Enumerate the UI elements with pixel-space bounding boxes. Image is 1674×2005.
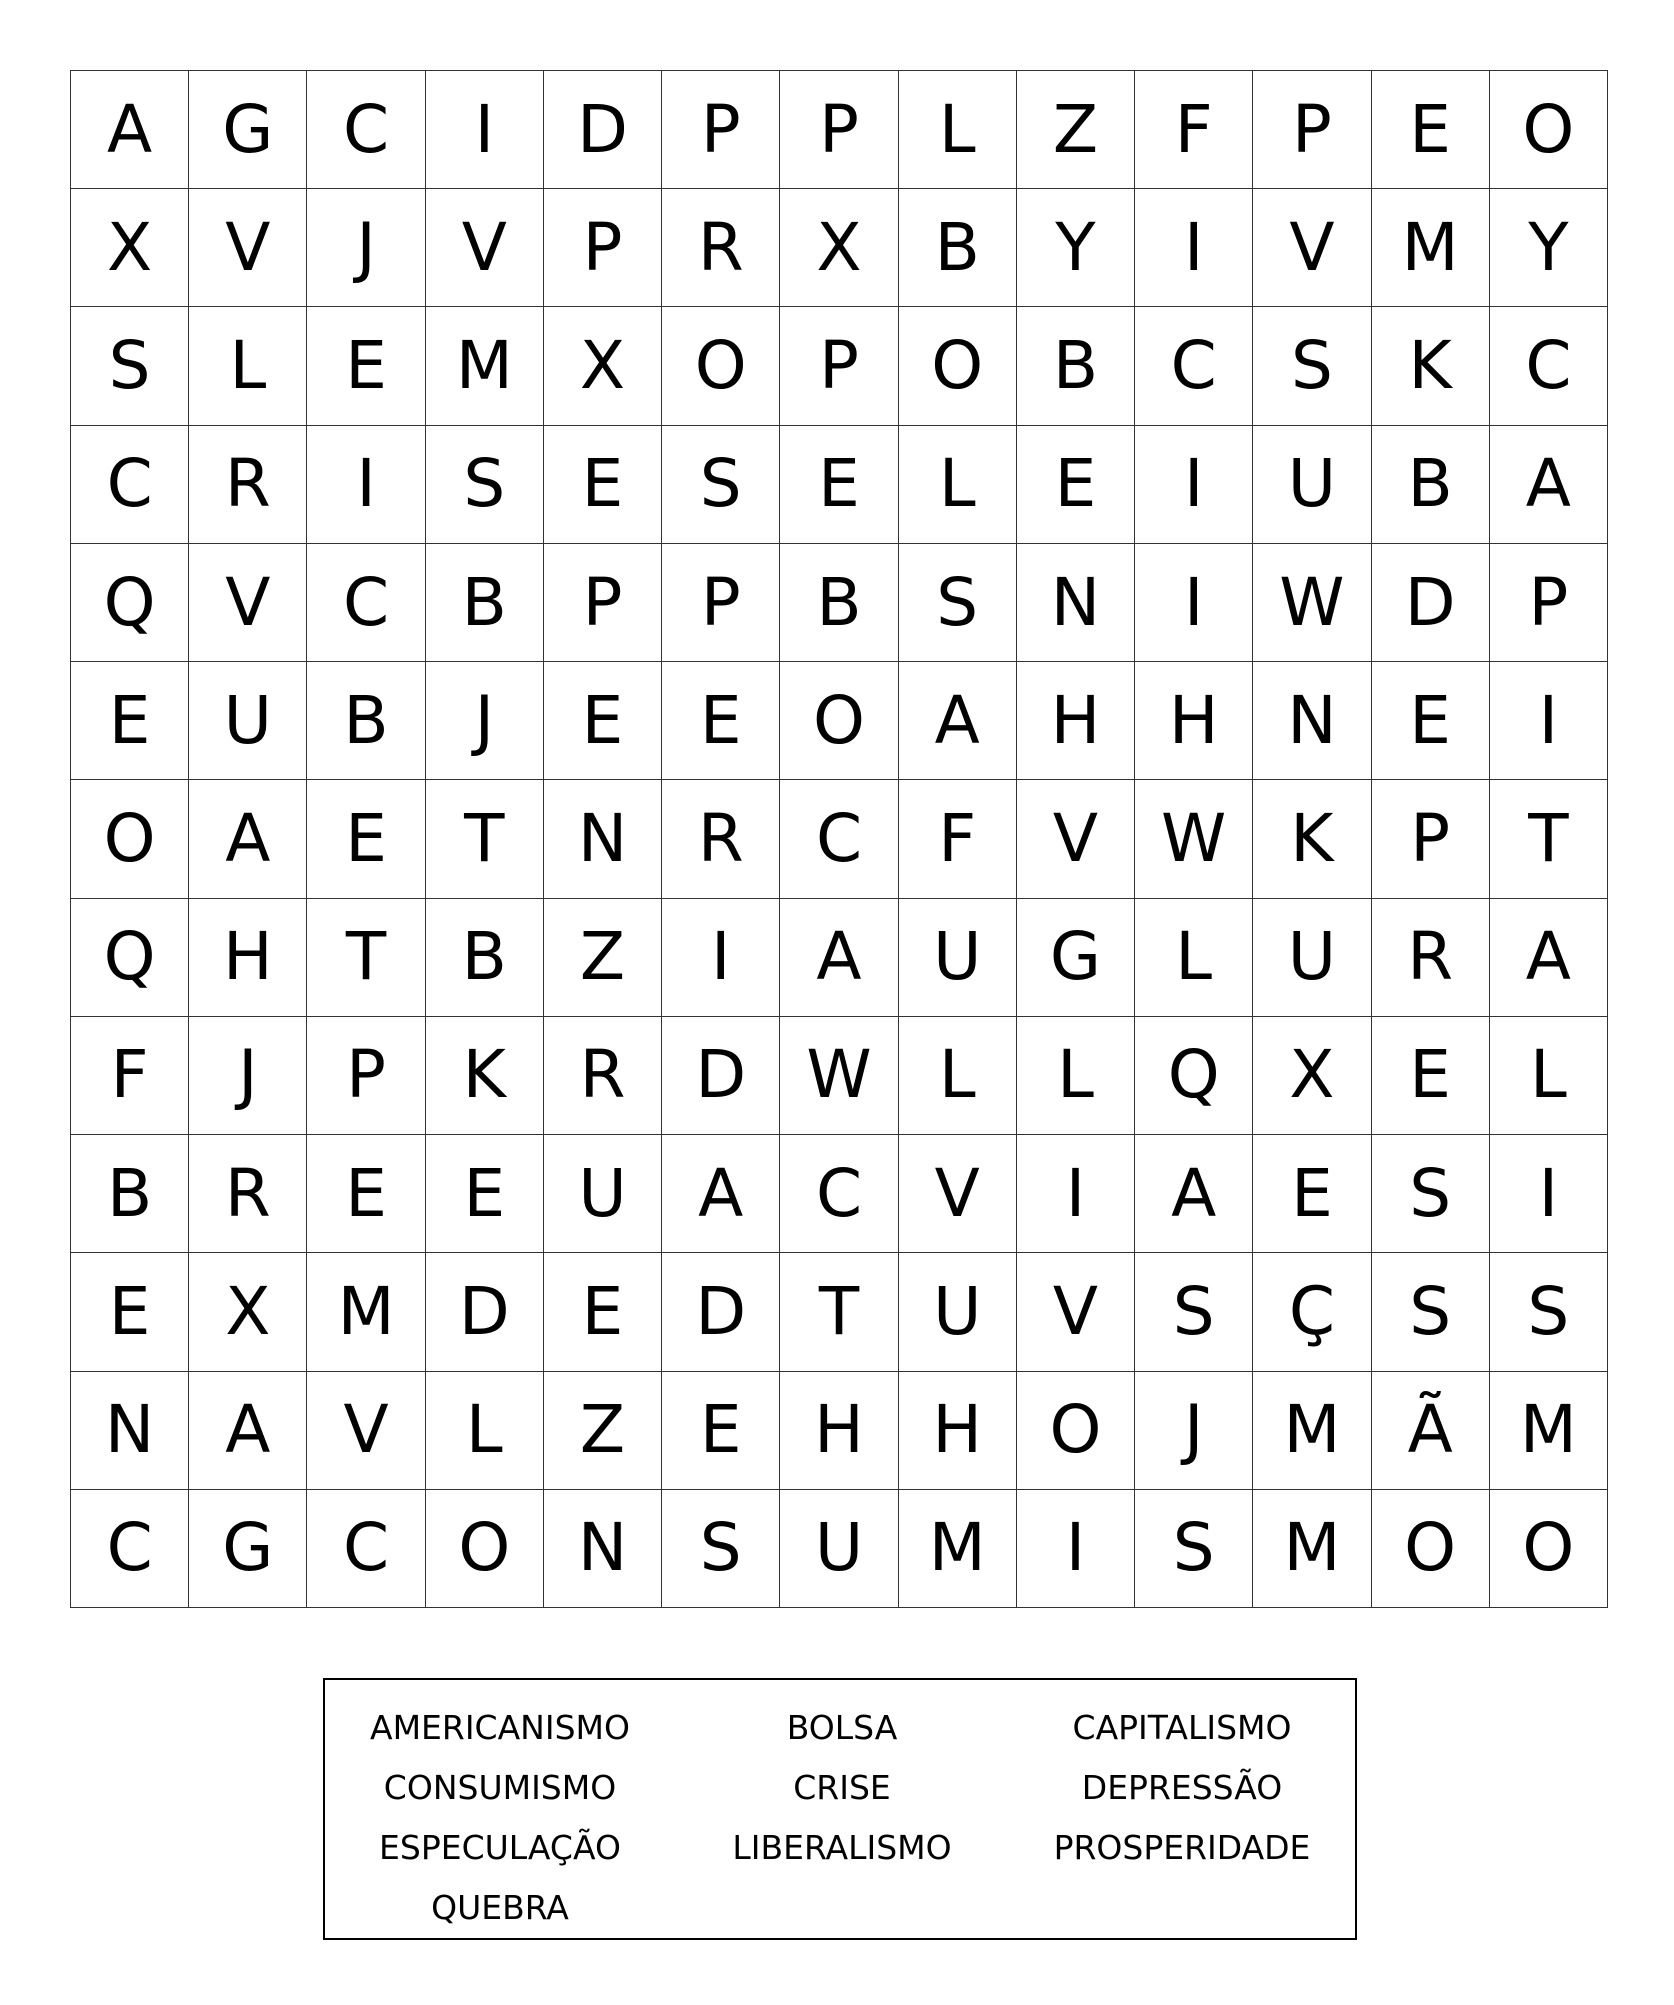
grid-cell[interactable]: I [426, 71, 544, 189]
grid-cell[interactable]: D [1372, 544, 1490, 662]
grid-cell[interactable]: T [307, 899, 425, 1017]
grid-cell[interactable]: Y [1490, 189, 1608, 307]
grid-cell[interactable]: I [307, 426, 425, 544]
grid-cell[interactable]: H [1135, 662, 1253, 780]
grid-cell[interactable]: S [1372, 1135, 1490, 1253]
grid-cell[interactable]: E [544, 1253, 662, 1371]
grid-cell[interactable]: T [426, 780, 544, 898]
grid-cell[interactable]: H [189, 899, 307, 1017]
grid-cell[interactable]: N [1017, 544, 1135, 662]
grid-cell[interactable]: C [1490, 307, 1608, 425]
grid-cell[interactable]: C [71, 426, 189, 544]
grid-cell[interactable]: P [1372, 780, 1490, 898]
grid-cell[interactable]: R [189, 426, 307, 544]
grid-cell[interactable]: O [899, 307, 1017, 425]
grid-cell[interactable]: A [662, 1135, 780, 1253]
grid-cell[interactable]: Z [544, 899, 662, 1017]
grid-cell[interactable]: L [189, 307, 307, 425]
grid-cell[interactable]: G [1017, 899, 1135, 1017]
word-search-grid [70, 70, 1608, 1608]
grid-cell[interactable]: H [1017, 662, 1135, 780]
grid-cell[interactable]: C [1135, 307, 1253, 425]
grid-cell[interactable]: A [1135, 1135, 1253, 1253]
grid-cell[interactable]: E [307, 307, 425, 425]
grid-cell[interactable]: P [307, 1017, 425, 1135]
grid-cell[interactable]: Ç [1253, 1253, 1371, 1371]
grid-cell[interactable]: V [1017, 780, 1135, 898]
grid-cell[interactable]: D [544, 71, 662, 189]
grid-cell[interactable]: B [426, 544, 544, 662]
grid-cell[interactable]: S [1490, 1253, 1608, 1371]
grid-cell[interactable]: U [1253, 426, 1371, 544]
grid-cell[interactable]: A [1490, 426, 1608, 544]
grid-cell[interactable]: X [544, 307, 662, 425]
grid-cell[interactable]: B [1372, 426, 1490, 544]
grid-cell[interactable]: P [780, 71, 898, 189]
grid-cell[interactable]: I [1135, 189, 1253, 307]
grid-cell[interactable]: O [1490, 71, 1608, 189]
grid-cell[interactable]: E [307, 780, 425, 898]
grid-cell[interactable]: A [899, 662, 1017, 780]
grid-cell[interactable]: S [426, 426, 544, 544]
grid-cell[interactable]: C [780, 1135, 898, 1253]
word-list-column-2 [677, 1698, 1007, 1878]
grid-cell[interactable]: F [1135, 71, 1253, 189]
grid-cell[interactable]: L [899, 71, 1017, 189]
grid-cell[interactable]: M [1253, 1372, 1371, 1490]
grid-cell[interactable]: X [1253, 1017, 1371, 1135]
grid-cell[interactable]: U [544, 1135, 662, 1253]
grid-cell[interactable]: M [1490, 1372, 1608, 1490]
grid-cell[interactable]: S [662, 1490, 780, 1608]
grid-cell[interactable]: I [1490, 662, 1608, 780]
grid-cell[interactable]: M [1253, 1490, 1371, 1608]
grid-cell[interactable]: M [307, 1253, 425, 1371]
word-list-column-3 [1017, 1698, 1347, 1878]
word-quebra: QUEBRA [431, 1888, 569, 1927]
grid-cell[interactable]: E [1017, 426, 1135, 544]
grid-cell[interactable]: I [662, 899, 780, 1017]
word-crise: CRISE [793, 1768, 891, 1807]
grid-cell[interactable]: O [1017, 1372, 1135, 1490]
grid-cell[interactable]: V [1017, 1253, 1135, 1371]
grid-cell[interactable]: N [1253, 662, 1371, 780]
grid-cell[interactable]: P [662, 71, 780, 189]
grid-cell[interactable]: E [71, 662, 189, 780]
grid-cell[interactable]: V [426, 189, 544, 307]
grid-cell[interactable]: K [1372, 307, 1490, 425]
grid-cell[interactable]: Q [71, 899, 189, 1017]
grid-cell[interactable]: A [71, 71, 189, 189]
word-americanismo: AMERICANISMO [370, 1708, 630, 1747]
grid-cell[interactable]: V [189, 544, 307, 662]
grid-cell[interactable]: P [544, 189, 662, 307]
grid-cell[interactable]: O [426, 1490, 544, 1608]
grid-cell[interactable]: O [71, 780, 189, 898]
grid-cell[interactable]: T [1490, 780, 1608, 898]
grid-cell[interactable]: V [1253, 189, 1371, 307]
grid-cell[interactable]: E [1372, 662, 1490, 780]
grid-cell[interactable]: D [662, 1253, 780, 1371]
word-liberalismo: LIBERALISMO [732, 1828, 952, 1867]
grid-cell[interactable]: Q [71, 544, 189, 662]
grid-cell[interactable]: U [899, 899, 1017, 1017]
grid-cell[interactable]: I [1017, 1135, 1135, 1253]
grid-cell[interactable]: R [1372, 899, 1490, 1017]
grid-cell[interactable]: L [1017, 1017, 1135, 1135]
word-consumismo: CONSUMISMO [383, 1768, 617, 1807]
grid-cell[interactable]: E [662, 1372, 780, 1490]
grid-cell[interactable]: B [899, 189, 1017, 307]
grid-cell[interactable]: K [426, 1017, 544, 1135]
grid-cell[interactable]: K [1253, 780, 1371, 898]
grid-cell[interactable]: S [1253, 307, 1371, 425]
grid-cell[interactable]: I [1135, 544, 1253, 662]
grid-cell[interactable]: M [899, 1490, 1017, 1608]
word-bolsa: BOLSA [786, 1708, 898, 1747]
grid-cell[interactable]: U [1253, 899, 1371, 1017]
grid-cell[interactable]: F [71, 1017, 189, 1135]
grid-cell[interactable]: L [1490, 1017, 1608, 1135]
grid-cell[interactable]: N [544, 780, 662, 898]
grid-cell[interactable]: J [307, 189, 425, 307]
grid-cell[interactable]: E [662, 662, 780, 780]
word-depressao: DEPRESSÃO [1081, 1768, 1283, 1807]
grid-cell[interactable]: V [307, 1372, 425, 1490]
grid-cell[interactable]: W [1135, 780, 1253, 898]
grid-cell[interactable]: E [1372, 71, 1490, 189]
grid-cell[interactable]: Ã [1372, 1372, 1490, 1490]
grid-cell[interactable]: L [426, 1372, 544, 1490]
grid-cell[interactable]: Z [544, 1372, 662, 1490]
grid-cell[interactable]: X [189, 1253, 307, 1371]
grid-cell[interactable]: E [426, 1135, 544, 1253]
grid-cell[interactable]: O [780, 662, 898, 780]
grid-cell[interactable]: L [899, 426, 1017, 544]
grid-cell[interactable]: R [662, 189, 780, 307]
grid-cell[interactable]: X [780, 189, 898, 307]
grid-cell[interactable]: Y [1017, 189, 1135, 307]
grid-cell[interactable]: O [1372, 1490, 1490, 1608]
grid-cell[interactable]: P [544, 544, 662, 662]
grid-cell[interactable]: B [780, 544, 898, 662]
grid-cell[interactable]: W [1253, 544, 1371, 662]
grid-cell[interactable]: E [544, 426, 662, 544]
grid-cell[interactable]: H [780, 1372, 898, 1490]
grid-cell[interactable]: S [662, 426, 780, 544]
grid-cell[interactable]: P [1490, 544, 1608, 662]
grid-cell[interactable]: S [1135, 1490, 1253, 1608]
grid-cell[interactable]: A [1490, 899, 1608, 1017]
grid-cell[interactable]: E [1253, 1135, 1371, 1253]
grid-cell[interactable]: C [307, 71, 425, 189]
grid-cell[interactable]: J [1135, 1372, 1253, 1490]
grid-cell[interactable]: B [1017, 307, 1135, 425]
grid-cell[interactable]: P [780, 307, 898, 425]
grid-cell[interactable]: O [662, 307, 780, 425]
word-list-box [323, 1678, 1357, 1940]
grid-cell[interactable]: C [71, 1490, 189, 1608]
grid-cell[interactable]: B [71, 1135, 189, 1253]
grid-cell[interactable]: W [780, 1017, 898, 1135]
grid-cell[interactable]: U [899, 1253, 1017, 1371]
grid-cell[interactable]: M [426, 307, 544, 425]
grid-cell[interactable]: F [899, 780, 1017, 898]
grid-cell[interactable]: L [899, 1017, 1017, 1135]
grid-cell[interactable]: O [1490, 1490, 1608, 1608]
grid-cell[interactable]: E [780, 426, 898, 544]
grid-cell[interactable]: M [1372, 189, 1490, 307]
grid-cell[interactable]: C [780, 780, 898, 898]
grid-cell[interactable]: S [71, 307, 189, 425]
grid-cell[interactable]: B [307, 662, 425, 780]
grid-cell[interactable]: Q [1135, 1017, 1253, 1135]
grid-cell[interactable]: A [189, 1372, 307, 1490]
grid-cell[interactable]: P [662, 544, 780, 662]
grid-cell[interactable]: R [189, 1135, 307, 1253]
grid-cell[interactable]: C [307, 1490, 425, 1608]
grid-cell[interactable]: J [426, 662, 544, 780]
grid-cell[interactable]: A [780, 899, 898, 1017]
grid-cell[interactable]: S [1372, 1253, 1490, 1371]
grid-cell[interactable]: V [189, 189, 307, 307]
grid-cell[interactable]: V [899, 1135, 1017, 1253]
grid-cell[interactable]: S [1135, 1253, 1253, 1371]
grid-cell[interactable]: D [426, 1253, 544, 1371]
word-list-column-1 [335, 1698, 665, 1938]
grid-cell[interactable]: N [71, 1372, 189, 1490]
grid-cell[interactable]: G [189, 1490, 307, 1608]
word-especulacao: ESPECULAÇÃO [379, 1828, 621, 1867]
grid-cell[interactable]: I [1017, 1490, 1135, 1608]
grid-cell[interactable]: N [544, 1490, 662, 1608]
grid-cell[interactable]: U [780, 1490, 898, 1608]
grid-cell[interactable]: R [544, 1017, 662, 1135]
grid-cell[interactable]: H [899, 1372, 1017, 1490]
grid-cell[interactable]: C [307, 544, 425, 662]
grid-cell[interactable]: S [899, 544, 1017, 662]
grid-cell[interactable]: T [780, 1253, 898, 1371]
grid-cell[interactable]: L [1135, 899, 1253, 1017]
grid-cell[interactable]: I [1135, 426, 1253, 544]
word-prosperidade: PROSPERIDADE [1053, 1828, 1311, 1867]
grid-cell[interactable]: Z [1017, 71, 1135, 189]
grid-cell[interactable]: E [1372, 1017, 1490, 1135]
grid-cell[interactable]: A [189, 780, 307, 898]
grid-cell[interactable]: R [662, 780, 780, 898]
grid-cell[interactable]: I [1490, 1135, 1608, 1253]
grid-cell[interactable]: E [544, 662, 662, 780]
grid-cell[interactable]: X [71, 189, 189, 307]
grid-cell[interactable]: G [189, 71, 307, 189]
grid-cell[interactable]: D [662, 1017, 780, 1135]
grid-cell[interactable]: B [426, 899, 544, 1017]
grid-cell[interactable]: E [307, 1135, 425, 1253]
grid-cell[interactable]: J [189, 1017, 307, 1135]
grid-cell[interactable]: E [71, 1253, 189, 1371]
grid-cell[interactable]: P [1253, 71, 1371, 189]
grid-cell[interactable]: U [189, 662, 307, 780]
word-capitalismo: CAPITALISMO [1072, 1708, 1292, 1747]
